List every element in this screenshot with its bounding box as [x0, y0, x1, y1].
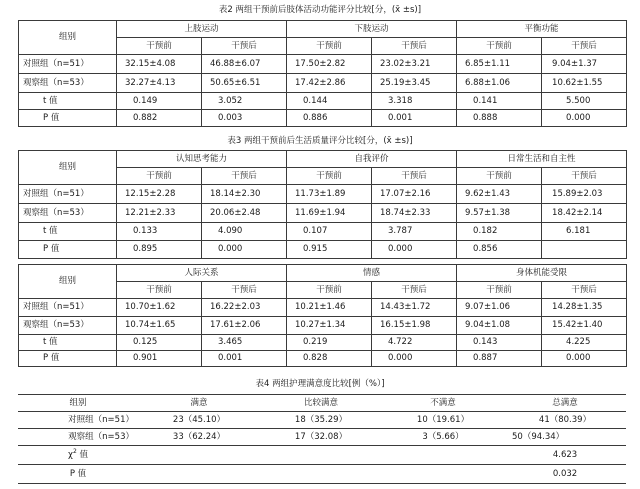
table-cell: 50.65±6.51 [202, 74, 287, 93]
chi-label-rest: 值 [76, 449, 88, 460]
table-cell: 12.15±2.28 [117, 185, 202, 204]
table-cell: 0.915 [287, 241, 372, 259]
table3-section-header: 认知思考能力 [117, 151, 287, 168]
chi-symbol: χ [68, 449, 73, 460]
table-cell [382, 465, 504, 484]
row-label: t 值 [19, 223, 117, 241]
table-cell: 0.882 [117, 110, 202, 127]
table-row [19, 317, 627, 335]
table3-caption: 表3 两组干预前后生活质量评分比较[分，(x̄ ±s)] [227, 136, 413, 146]
table-row [19, 299, 627, 317]
table-cell: 0.888 [457, 110, 542, 127]
table-cell: 0.886 [287, 110, 372, 127]
table-cell [260, 465, 382, 484]
table3-section-header: 日常生活和自主性 [457, 151, 627, 168]
table-cell: 10（19.61） [382, 412, 504, 429]
table-cell: 0.003 [202, 110, 287, 127]
table-cell: 18（35.29） [260, 412, 382, 429]
table-cell: 4.623 [504, 446, 626, 465]
row-label: P 值 [18, 465, 138, 484]
table3-section-header: 人际关系 [117, 265, 287, 282]
table-cell: 0.107 [287, 223, 372, 241]
table2 [18, 20, 627, 127]
table4-header: 比较满意 [260, 395, 382, 412]
table-cell: 17.07±2.16 [372, 185, 457, 204]
row-label: 观察组（n=53） [19, 204, 117, 223]
table-cell: 15.89±2.03 [542, 185, 627, 204]
table-cell: 20.06±2.48 [202, 204, 287, 223]
row-label [18, 446, 138, 465]
table-cell: 6.85±1.11 [457, 55, 542, 74]
table-cell: 0.000 [542, 351, 627, 367]
table-cell: 10.21±1.46 [287, 299, 372, 317]
table-cell: 9.04±1.37 [542, 55, 627, 74]
table-cell: 0.000 [372, 351, 457, 367]
table-cell: 0.219 [287, 335, 372, 351]
table-row [18, 429, 626, 446]
table-cell: 0.000 [202, 241, 287, 259]
table-cell: 14.43±1.72 [372, 299, 457, 317]
table3-section-header: 身体机能受限 [457, 265, 627, 282]
table-cell: 4.722 [372, 335, 457, 351]
table-cell: 17.42±2.86 [287, 74, 372, 93]
table3-sub-header: 干预前 [287, 282, 372, 299]
table3-section-header: 情感 [287, 265, 457, 282]
table4 [18, 394, 626, 484]
table-cell: 16.15±1.98 [372, 317, 457, 335]
table4-caption: 表4 两组护理满意度比较[例（%）] [255, 379, 385, 389]
table-cell: 10.70±1.62 [117, 299, 202, 317]
table-row [19, 110, 627, 127]
table3-sub-header: 干预前 [117, 282, 202, 299]
table-cell: 11.73±1.89 [287, 185, 372, 204]
table-cell: 12.21±2.33 [117, 204, 202, 223]
table-cell: 0.887 [457, 351, 542, 367]
table-cell: 17（32.08） [260, 429, 382, 446]
table-row [19, 185, 627, 204]
table-cell [382, 446, 504, 465]
table3-block2 [18, 264, 627, 367]
table4-header: 组别 [18, 395, 138, 412]
table3-sub-header: 干预前 [287, 168, 372, 185]
table-cell: 3.052 [202, 93, 287, 110]
table-cell: 3.465 [202, 335, 287, 351]
table2-sub-header: 干预前 [287, 38, 372, 55]
table-cell: 18.14±2.30 [202, 185, 287, 204]
table3-section-header: 自我评价 [287, 151, 457, 168]
table-cell: 0.149 [117, 93, 202, 110]
table-cell: 6.181 [542, 223, 627, 241]
table3-sub-header: 干预后 [202, 168, 287, 185]
table-row [18, 446, 626, 465]
table3-sub-header: 干预前 [117, 168, 202, 185]
table2-sub-header: 干预前 [117, 38, 202, 55]
table2-section-header: 下肢运动 [287, 21, 457, 38]
row-label: t 值 [19, 335, 117, 351]
table-cell: 0.001 [372, 110, 457, 127]
table2-sub-header: 干预前 [457, 38, 542, 55]
table-cell [138, 465, 260, 484]
table-cell: 0.895 [117, 241, 202, 259]
table-cell: 0.032 [504, 465, 626, 484]
table-cell: 33（62.24） [138, 429, 260, 446]
table-cell: 4.090 [202, 223, 287, 241]
row-label: 观察组（n=53） [19, 317, 117, 335]
row-label: P 值 [19, 351, 117, 367]
table-row [18, 465, 626, 484]
table-cell: 0.144 [287, 93, 372, 110]
row-label: 对照组（n=51） [18, 412, 138, 429]
table-cell: 16.22±2.03 [202, 299, 287, 317]
table-cell: 25.19±3.45 [372, 74, 457, 93]
row-label: 观察组（n=53） [18, 429, 138, 446]
table-row [19, 74, 627, 93]
table3-sub-header: 干预后 [202, 282, 287, 299]
table-cell: 46.88±6.07 [202, 55, 287, 74]
table3-group-header: 组别 [19, 265, 117, 299]
row-label: 对照组（n=51） [19, 299, 117, 317]
table4-header: 满意 [138, 395, 260, 412]
table-cell [138, 446, 260, 465]
table3-sub-header: 干预前 [457, 282, 542, 299]
table-row [19, 223, 627, 241]
table-cell: 0.141 [457, 93, 542, 110]
table-row [19, 351, 627, 367]
table-cell: 0.000 [542, 110, 627, 127]
row-label: P 值 [19, 110, 117, 127]
table-cell: 18.42±2.14 [542, 204, 627, 223]
table2-group-header: 组别 [19, 21, 117, 55]
table-cell: 18.74±2.33 [372, 204, 457, 223]
table2-sub-header: 干预后 [542, 38, 627, 55]
row-label: 对照组（n=51） [19, 55, 117, 74]
table4-header: 总满意 [504, 395, 626, 412]
table3-block1 [18, 150, 627, 259]
table-cell: 0.133 [117, 223, 202, 241]
table-cell: 0.828 [287, 351, 372, 367]
table4-header: 不满意 [382, 395, 504, 412]
table-row [19, 93, 627, 110]
table-cell [542, 241, 627, 259]
table-cell: 9.62±1.43 [457, 185, 542, 204]
table-row [19, 55, 627, 74]
table-cell: 6.88±1.06 [457, 74, 542, 93]
table2-section-header: 上肢运动 [117, 21, 287, 38]
table3-sub-header: 干预后 [542, 282, 627, 299]
table-cell: 3（5.66） [382, 429, 504, 446]
table-cell: 17.61±2.06 [202, 317, 287, 335]
table3-group-header: 组别 [19, 151, 117, 185]
table2-caption: 表2 两组干预前后肢体活动功能评分比较[分，(x̄ ±s)] [218, 5, 422, 15]
table-cell: 15.42±1.40 [542, 317, 627, 335]
table-row [19, 335, 627, 351]
table-cell: 9.04±1.08 [457, 317, 542, 335]
table3-sub-header: 干预后 [372, 168, 457, 185]
table-cell: 0.856 [457, 241, 542, 259]
table-cell: 32.15±4.08 [117, 55, 202, 74]
row-label: 观察组（n=53） [19, 74, 117, 93]
table-cell: 10.62±1.55 [542, 74, 627, 93]
table-cell: 3.318 [372, 93, 457, 110]
chi-superscript: 2 [72, 447, 77, 455]
table-cell: 0.143 [457, 335, 542, 351]
table3-sub-header: 干预前 [457, 168, 542, 185]
table-cell: 9.07±1.06 [457, 299, 542, 317]
table-cell: 23.02±3.21 [372, 55, 457, 74]
table-cell: 9.57±1.38 [457, 204, 542, 223]
table-cell: 4.225 [542, 335, 627, 351]
table2-sub-header: 干预后 [372, 38, 457, 55]
table-cell: 0.901 [117, 351, 202, 367]
table3-sub-header: 干预后 [542, 168, 627, 185]
table-cell: 10.27±1.34 [287, 317, 372, 335]
table-cell [260, 446, 382, 465]
table-cell: 10.74±1.65 [117, 317, 202, 335]
table-cell: 23（45.10） [138, 412, 260, 429]
table-row [19, 241, 627, 259]
table-cell: 5.500 [542, 93, 627, 110]
table2-section-header: 平衡功能 [457, 21, 627, 38]
row-label: P 值 [19, 241, 117, 259]
table-cell: 17.50±2.82 [287, 55, 372, 74]
table-cell: 11.69±1.94 [287, 204, 372, 223]
row-label: 对照组（n=51） [19, 185, 117, 204]
table-row [18, 412, 626, 429]
table2-sub-header: 干预后 [202, 38, 287, 55]
table3-sub-header: 干预后 [372, 282, 457, 299]
table-row [19, 204, 627, 223]
table-cell: 0.000 [372, 241, 457, 259]
table-cell: 50（94.34） [504, 429, 626, 446]
table-cell: 14.28±1.35 [542, 299, 627, 317]
table-cell: 0.182 [457, 223, 542, 241]
row-label: t 值 [19, 93, 117, 110]
table-cell: 41（80.39） [504, 412, 626, 429]
table-cell: 3.787 [372, 223, 457, 241]
table-cell: 0.125 [117, 335, 202, 351]
table-cell: 0.001 [202, 351, 287, 367]
table-cell: 32.27±4.13 [117, 74, 202, 93]
